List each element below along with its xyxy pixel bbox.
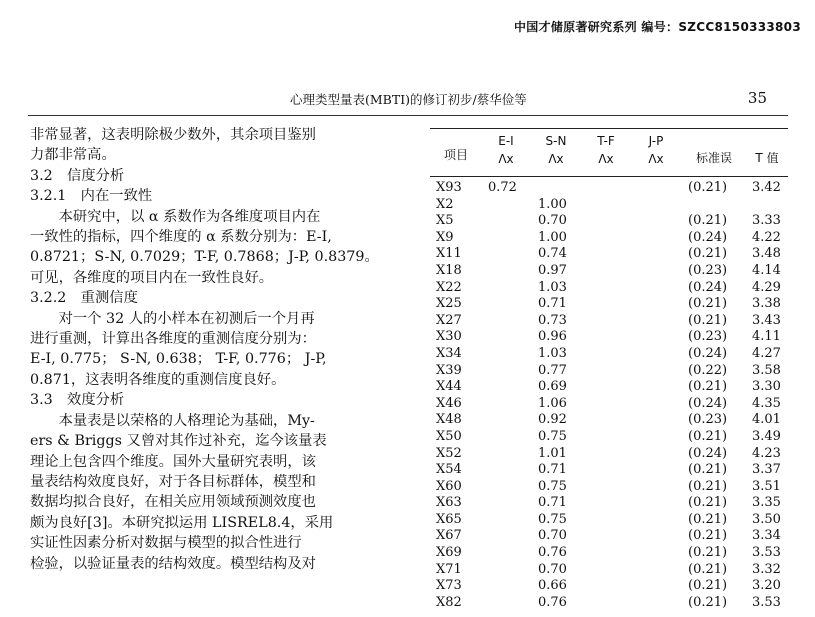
header-tf-label: T-F bbox=[597, 134, 615, 148]
table-row bbox=[430, 396, 788, 413]
cell-sn: 0.75 bbox=[538, 478, 567, 494]
table-header-rule bbox=[430, 176, 788, 177]
cell-se: (0.21) bbox=[688, 578, 728, 594]
table-row bbox=[430, 528, 788, 545]
table-row bbox=[430, 313, 788, 330]
body-line: 量表结构效度良好，对于各目标群体，模型和 bbox=[30, 473, 316, 490]
table-row bbox=[430, 213, 788, 230]
cell-sn: 1.00 bbox=[538, 229, 567, 245]
cell-t: 4.23 bbox=[752, 445, 781, 461]
table-row bbox=[430, 230, 788, 247]
cell-se: (0.21) bbox=[688, 495, 728, 511]
cell-se: (0.21) bbox=[688, 594, 728, 610]
cell-item: X65 bbox=[436, 511, 462, 527]
cell-sn: 1.06 bbox=[538, 395, 567, 411]
table-body bbox=[430, 180, 788, 611]
body-line: 力都非常高。 bbox=[30, 147, 116, 164]
cell-se: (0.24) bbox=[688, 279, 728, 295]
body-line: 0.8721；S-N, 0.7029；T-F, 0.7868；J-P, 0.8379。 bbox=[30, 249, 379, 266]
running-title: 心理类型量表(MBTI)的修订初步/蔡华俭等 bbox=[290, 92, 527, 107]
cell-t: 4.29 bbox=[752, 279, 781, 295]
table-row bbox=[430, 479, 788, 496]
body-line: 本量表是以荣格的人格理论为基础，My- bbox=[30, 412, 315, 429]
header-item: 项目 bbox=[443, 148, 468, 162]
body-line: 一致性的指标，四个维度的 α 系数分别为：E-I, bbox=[30, 229, 332, 246]
cell-item: X52 bbox=[436, 445, 462, 461]
series-header: 中国才储原著研究系列 编号：SZCC8150333803 bbox=[513, 20, 801, 34]
cell-sn: 0.96 bbox=[538, 329, 567, 345]
cell-t: 3.30 bbox=[752, 379, 781, 395]
body-line: ers & Briggs 又曾对其作过补充，迄今该量表 bbox=[30, 433, 327, 450]
table-row bbox=[430, 412, 788, 429]
cell-se: (0.21) bbox=[688, 561, 728, 577]
table-row bbox=[430, 197, 788, 214]
cell-item: X30 bbox=[436, 329, 462, 345]
table-row bbox=[430, 462, 788, 479]
body-line: 3.2.1 内在一致性 bbox=[30, 188, 153, 205]
cell-t: 4.14 bbox=[752, 262, 781, 278]
cell-se: (0.23) bbox=[688, 412, 728, 428]
cell-sn: 1.03 bbox=[538, 279, 567, 295]
cell-t: 3.48 bbox=[752, 246, 781, 262]
cell-se: (0.21) bbox=[688, 296, 728, 312]
cell-se: (0.22) bbox=[688, 362, 728, 378]
table-row bbox=[430, 545, 788, 562]
cell-item: X48 bbox=[436, 412, 462, 428]
header-jp bbox=[632, 134, 680, 166]
cell-sn: 0.92 bbox=[538, 412, 567, 428]
cell-se: (0.21) bbox=[688, 511, 728, 527]
cell-t: 3.42 bbox=[752, 180, 781, 195]
cell-t: 3.20 bbox=[752, 578, 781, 594]
body-line: 数据均拟合良好，在相关应用领域预测效度也 bbox=[30, 494, 316, 511]
cell-sn: 0.76 bbox=[538, 594, 567, 610]
cell-item: X54 bbox=[436, 462, 462, 478]
cell-t: 3.58 bbox=[752, 362, 781, 378]
cell-item: X39 bbox=[436, 362, 462, 378]
cell-item: X60 bbox=[436, 478, 462, 494]
header-ei-lambda: Λx bbox=[498, 152, 514, 166]
header-tf-lambda: Λx bbox=[598, 152, 614, 166]
header-sn-lambda: Λx bbox=[548, 152, 564, 166]
page-number: 35 bbox=[747, 89, 767, 107]
cell-t: 4.27 bbox=[752, 345, 781, 361]
table-row bbox=[430, 495, 788, 512]
table-top-rule bbox=[430, 128, 788, 129]
table-row bbox=[430, 329, 788, 346]
cell-se: (0.21) bbox=[688, 478, 728, 494]
cell-item: X67 bbox=[436, 528, 462, 544]
cell-item: X2 bbox=[436, 196, 454, 212]
body-line: 本研究中，以 α 系数作为各维度项目内在 bbox=[30, 208, 321, 225]
header-jp-lambda: Λx bbox=[648, 152, 664, 166]
body-line: 0.871，这表明各维度的重测信度良好。 bbox=[30, 371, 286, 388]
table-row bbox=[430, 346, 788, 363]
cell-sn: 0.77 bbox=[538, 362, 567, 378]
cell-t: 3.43 bbox=[752, 312, 781, 328]
table-row bbox=[430, 246, 788, 263]
cell-se: (0.24) bbox=[688, 229, 728, 245]
cell-sn: 1.01 bbox=[538, 445, 567, 461]
cell-item: X46 bbox=[436, 395, 462, 411]
cell-sn: 0.71 bbox=[538, 462, 567, 478]
table-row bbox=[430, 296, 788, 313]
cell-se: (0.21) bbox=[688, 528, 728, 544]
cell-sn: 0.69 bbox=[538, 379, 567, 395]
cell-sn: 0.74 bbox=[538, 246, 567, 262]
header-rule bbox=[28, 115, 788, 116]
table-row bbox=[430, 446, 788, 463]
body-line: 理论上包含四个维度。国外大量研究表明，该 bbox=[30, 453, 316, 470]
cell-sn: 0.97 bbox=[538, 262, 567, 278]
cell-se: (0.21) bbox=[688, 180, 728, 195]
header-sn bbox=[532, 134, 580, 166]
header-ei-label: E-I bbox=[498, 134, 514, 148]
table-row bbox=[430, 595, 788, 612]
table-row bbox=[430, 363, 788, 380]
body-line: 3.3 效度分析 bbox=[30, 392, 125, 409]
table-row bbox=[430, 180, 788, 197]
cell-se: (0.24) bbox=[688, 345, 728, 361]
cell-item: X5 bbox=[436, 213, 454, 229]
cell-se: (0.21) bbox=[688, 312, 728, 328]
cell-t: 3.37 bbox=[752, 462, 781, 478]
table-row bbox=[430, 512, 788, 529]
cell-sn: 0.70 bbox=[538, 561, 567, 577]
cell-se: (0.21) bbox=[688, 379, 728, 395]
body-text-column bbox=[30, 125, 395, 574]
cell-item: X50 bbox=[436, 428, 462, 444]
table-row bbox=[430, 379, 788, 396]
cell-t: 3.38 bbox=[752, 296, 781, 312]
cell-t: 3.35 bbox=[752, 495, 781, 511]
body-line: E-I, 0.775； S-N, 0.638； T-F, 0.776； J-P, bbox=[30, 351, 327, 368]
cell-se: (0.21) bbox=[688, 246, 728, 262]
cell-item: X44 bbox=[436, 379, 462, 395]
table-row bbox=[430, 263, 788, 280]
cell-t: 4.11 bbox=[752, 329, 781, 345]
cell-se: (0.24) bbox=[688, 395, 728, 411]
table-row bbox=[430, 578, 788, 595]
cell-ei: 0.72 bbox=[488, 180, 517, 195]
cell-se: (0.23) bbox=[688, 262, 728, 278]
table-row bbox=[430, 562, 788, 579]
header-sn-label: S-N bbox=[545, 134, 567, 148]
cell-item: X93 bbox=[436, 180, 462, 195]
cell-se: (0.21) bbox=[688, 462, 728, 478]
header-t: T 值 bbox=[755, 151, 779, 165]
body-line: 实证性因素分析对数据与模型的拟合性进行 bbox=[30, 535, 302, 552]
cell-se: (0.21) bbox=[688, 428, 728, 444]
table-row bbox=[430, 280, 788, 297]
body-line: 非常显著，这表明除极少数外，其余项目鉴别 bbox=[30, 127, 316, 143]
header-tf bbox=[582, 134, 630, 166]
cell-item: X27 bbox=[436, 312, 462, 328]
cell-t: 3.50 bbox=[752, 511, 781, 527]
cell-t: 3.53 bbox=[752, 594, 781, 610]
cell-item: X82 bbox=[436, 594, 462, 610]
cell-item: X34 bbox=[436, 345, 462, 361]
cell-t: 4.22 bbox=[752, 229, 781, 245]
cell-sn: 0.70 bbox=[538, 528, 567, 544]
cell-se: (0.21) bbox=[688, 213, 728, 229]
cell-t: 4.01 bbox=[752, 412, 781, 428]
header-se: 标准误 bbox=[695, 151, 732, 165]
header-ei bbox=[482, 134, 530, 166]
cell-sn: 0.70 bbox=[538, 213, 567, 229]
body-line: 可见，各维度的项目内在一致性良好。 bbox=[30, 269, 274, 286]
header-jp-label: J-P bbox=[648, 134, 664, 148]
body-line: 3.2 信度分析 bbox=[30, 167, 125, 184]
cell-item: X18 bbox=[436, 262, 462, 278]
cell-t: 3.49 bbox=[752, 428, 781, 444]
cell-sn: 0.76 bbox=[538, 545, 567, 561]
cell-sn: 0.66 bbox=[538, 578, 567, 594]
cell-sn: 0.71 bbox=[538, 495, 567, 511]
cell-sn: 1.03 bbox=[538, 345, 567, 361]
cell-sn: 0.75 bbox=[538, 511, 567, 527]
cell-item: X9 bbox=[436, 229, 454, 245]
cell-item: X11 bbox=[436, 246, 462, 262]
cell-t: 3.51 bbox=[752, 478, 781, 494]
cell-t: 3.34 bbox=[752, 528, 781, 544]
cell-se: (0.23) bbox=[688, 329, 728, 345]
cell-item: X69 bbox=[436, 545, 462, 561]
cell-t: 4.35 bbox=[752, 395, 781, 411]
cell-t: 3.33 bbox=[752, 213, 781, 229]
cell-item: X63 bbox=[436, 495, 462, 511]
table-row bbox=[430, 429, 788, 446]
cell-sn: 0.73 bbox=[538, 312, 567, 328]
cell-sn: 1.00 bbox=[538, 196, 567, 212]
cell-sn: 0.75 bbox=[538, 428, 567, 444]
body-line: 颇为良好[3]。本研究拟运用 LISREL8.4，采用 bbox=[30, 514, 334, 531]
cell-se: (0.21) bbox=[688, 545, 728, 561]
cell-t: 3.32 bbox=[752, 561, 781, 577]
body-line: 检验，以验证量表的结构效度。模型结构及对 bbox=[30, 555, 316, 572]
cell-item: X25 bbox=[436, 296, 462, 312]
cell-sn: 0.71 bbox=[538, 296, 567, 312]
body-line: 3.2.2 重测信度 bbox=[30, 290, 138, 307]
cell-item: X22 bbox=[436, 279, 462, 295]
body-line: 进行重测，计算出各维度的重测信度分别为： bbox=[30, 331, 316, 348]
body-line: 对一个 32 人的小样本在初测后一个月再 bbox=[30, 310, 315, 327]
cell-se: (0.24) bbox=[688, 445, 728, 461]
cell-item: X71 bbox=[436, 561, 462, 577]
cell-t: 3.53 bbox=[752, 545, 781, 561]
cell-item: X73 bbox=[436, 578, 462, 594]
